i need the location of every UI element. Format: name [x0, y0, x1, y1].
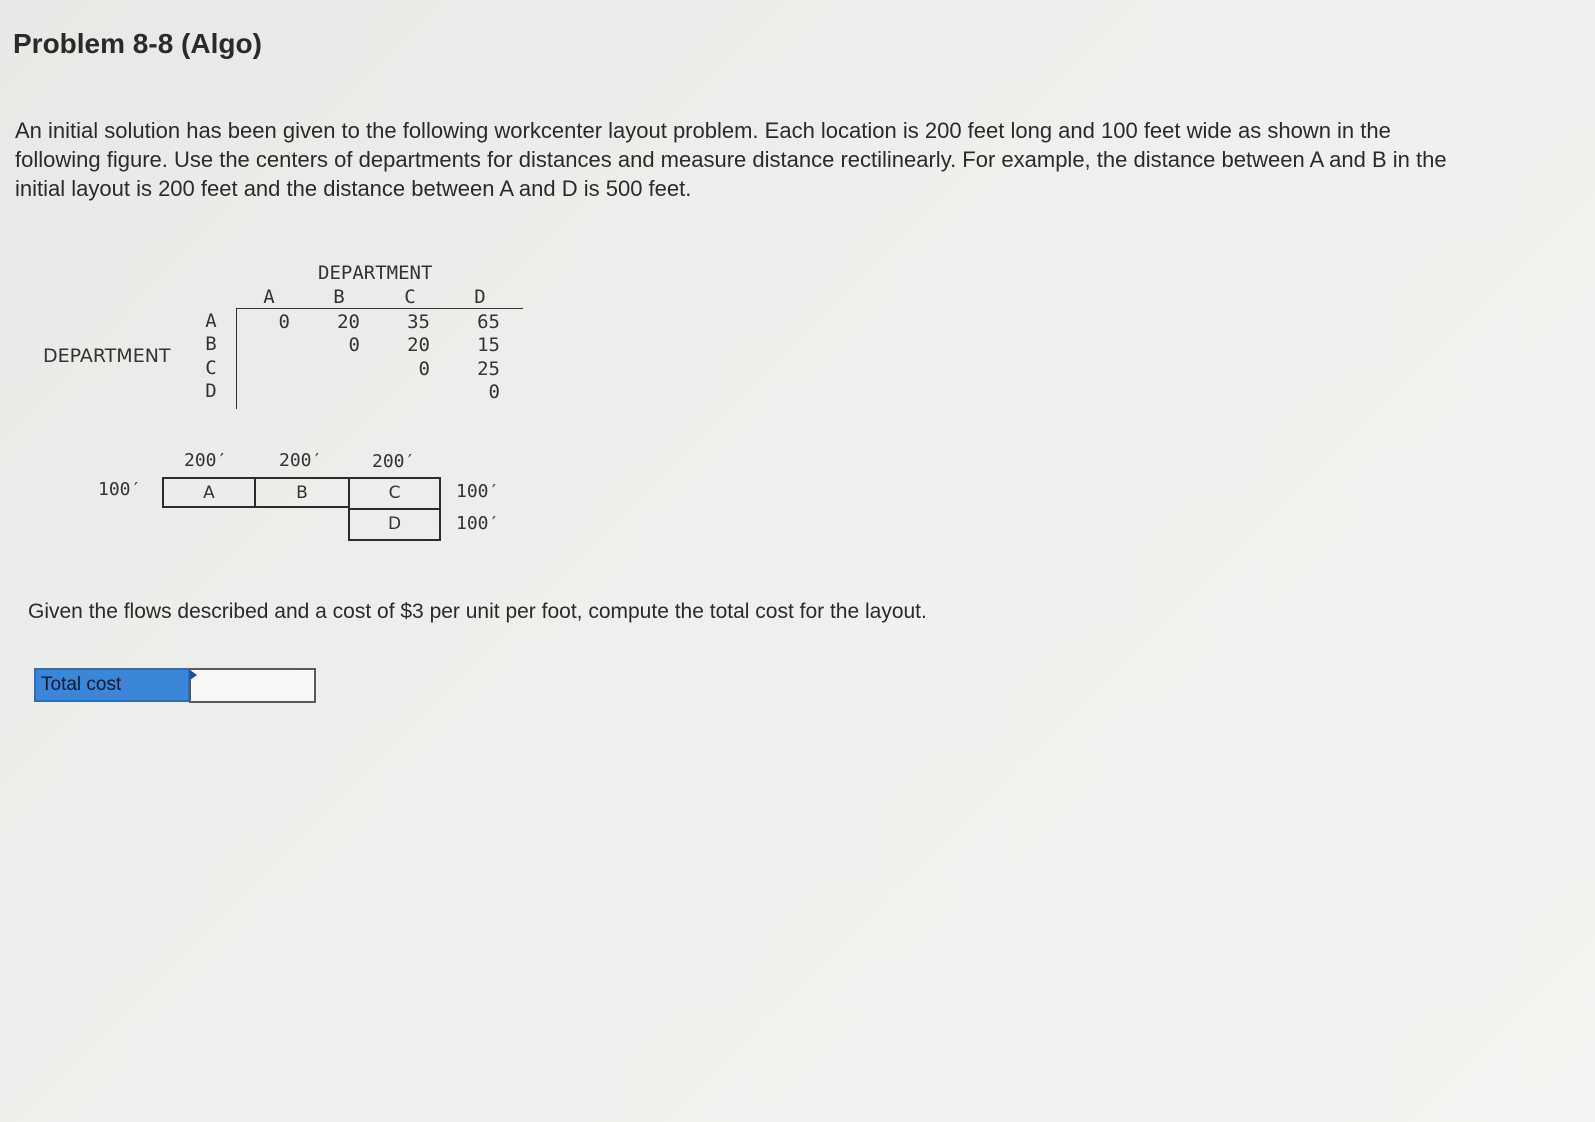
matrix-cell: 25	[477, 358, 500, 380]
matrix-cell: 20	[337, 311, 360, 333]
matrix-cell: 0	[348, 334, 360, 356]
total-cost-label: Total cost	[34, 668, 190, 702]
dimension-label: 100′	[98, 479, 142, 500]
column-header: B	[333, 286, 345, 308]
layout-box-c: C	[348, 477, 441, 510]
page-title: Problem 8-8 (Algo)	[13, 28, 262, 59]
row-header: B	[205, 333, 217, 355]
matrix-title: DEPARTMENT	[318, 262, 433, 284]
row-header: A	[205, 310, 217, 332]
dimension-label: 200′	[279, 450, 323, 471]
dimension-label: 200′	[372, 451, 416, 472]
layout-box-b: B	[254, 477, 350, 508]
matrix-divider	[236, 308, 237, 409]
dimension-label: 100′	[456, 481, 500, 502]
problem-intro: An initial solution has been given to the following workcenter layout problem. Each location is 200 feet long and 100 feet wide as shown in the following figure. Use the centers of departments for distances and measure distance rectilinearly. For example, the distance between A and B in the initial layout is 200 feet and the distance between A and D is 500 feet.	[15, 118, 1447, 201]
layout-box-d: D	[348, 508, 441, 541]
matrix-cell: 0	[488, 381, 500, 403]
layout-box-a: A	[162, 477, 256, 508]
matrix-cell: 15	[477, 334, 500, 356]
total-cost-input[interactable]	[189, 668, 316, 703]
matrix-side-label: DEPARTMENT	[43, 345, 171, 367]
question-text: Given the flows described and a cost of $3 per unit per foot, compute the total cost for the layout.	[28, 600, 927, 623]
dimension-label: 100′	[456, 513, 500, 534]
matrix-cell: 0	[278, 311, 290, 333]
answer-flag-icon	[190, 670, 197, 680]
matrix-cell: 0	[418, 358, 430, 380]
matrix-cell: 20	[407, 334, 430, 356]
column-header: D	[474, 286, 486, 308]
matrix-divider	[236, 308, 523, 309]
dimension-label: 200′	[184, 450, 228, 471]
row-header: C	[205, 357, 217, 379]
matrix-cell: 35	[407, 311, 430, 333]
column-header: C	[404, 286, 416, 308]
matrix-cell: 65	[477, 311, 500, 333]
column-header: A	[263, 286, 275, 308]
row-header: D	[205, 380, 217, 402]
